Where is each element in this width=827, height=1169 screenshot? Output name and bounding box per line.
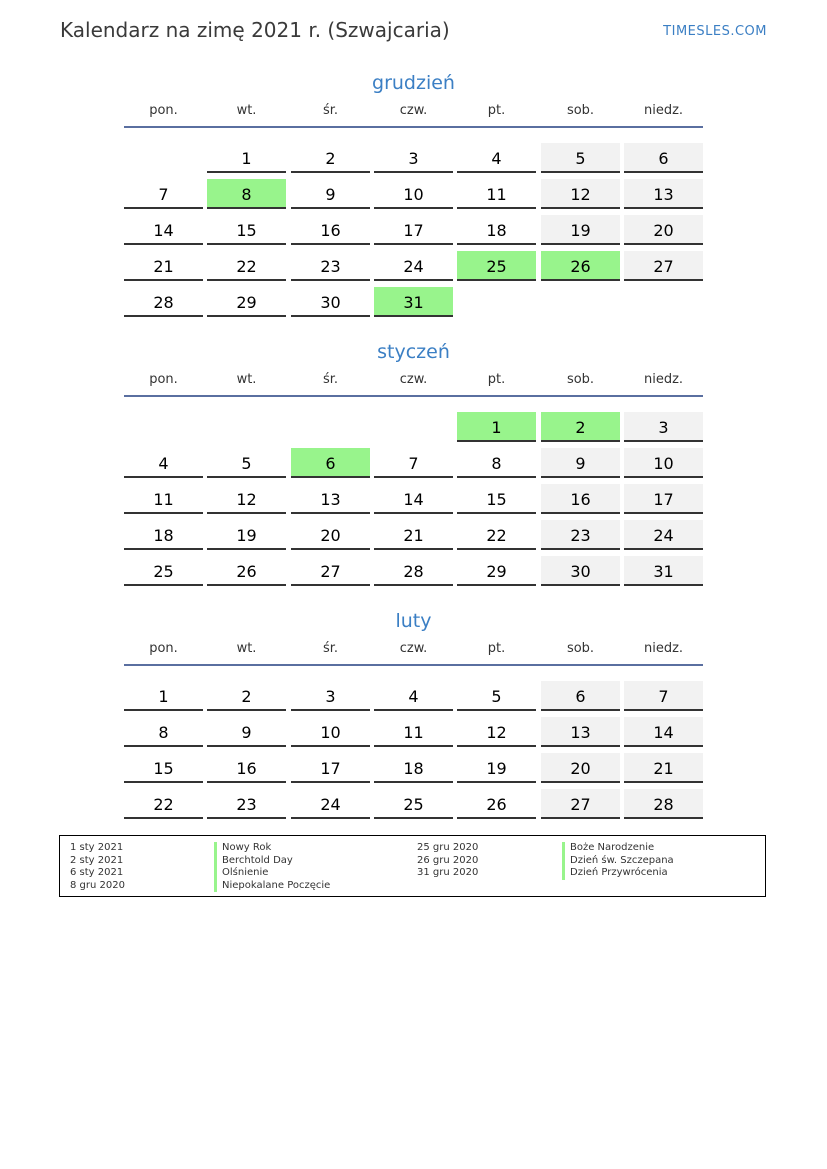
day-cell: 21 [124, 251, 203, 281]
legend-holiday-date: 26 gru 2020 [417, 854, 479, 866]
day-cell: 11 [457, 179, 536, 209]
header-divider [124, 126, 703, 128]
day-cell: 23 [207, 789, 286, 819]
day-cell: 9 [541, 448, 620, 478]
weekday-label: sob. [566, 103, 595, 118]
legend-right-dates [417, 842, 478, 880]
day-cell: 13 [291, 484, 370, 514]
day-cell: 12 [207, 484, 286, 514]
day-cell: 7 [624, 681, 703, 711]
day-cell: 2 [207, 681, 286, 711]
day-cell: 19 [541, 215, 620, 245]
day-cell: 11 [374, 717, 453, 747]
weekday-label: czw. [399, 103, 428, 118]
day-cell: 9 [291, 179, 370, 209]
weekday-label: niedz. [643, 641, 684, 656]
legend-left-names [214, 842, 330, 892]
legend-holiday-name: Boże Narodzenie [562, 842, 674, 855]
weekday-label: wt. [236, 641, 257, 656]
legend-left-dates [70, 842, 125, 892]
day-cell: 14 [124, 215, 203, 245]
day-cell: 2 [291, 143, 370, 173]
legend-holiday-name: Niepokalane Poczęcie [214, 880, 330, 893]
legend-holiday-date: 25 gru 2020 [417, 842, 479, 853]
day-cell: 9 [207, 717, 286, 747]
day-cell: 27 [624, 251, 703, 281]
weekday-label: wt. [236, 372, 257, 387]
weekday-label: niedz. [643, 372, 684, 387]
holiday-day-cell: 6 [291, 448, 370, 478]
day-cell: 24 [291, 789, 370, 819]
day-cell: 16 [291, 215, 370, 245]
holiday-legend [59, 835, 766, 897]
day-cell: 13 [541, 717, 620, 747]
day-cell: 23 [291, 251, 370, 281]
day-cell: 31 [624, 556, 703, 586]
day-cell: 15 [207, 215, 286, 245]
day-cell: 18 [124, 520, 203, 550]
day-cell: 21 [374, 520, 453, 550]
weekday-label: czw. [399, 641, 428, 656]
weekday-header-row [124, 640, 703, 658]
day-cell: 28 [124, 287, 203, 317]
day-cell: 18 [457, 215, 536, 245]
day-cell: 6 [541, 681, 620, 711]
day-cell: 17 [374, 215, 453, 245]
weekday-label: sob. [566, 641, 595, 656]
legend-holiday-name: Dzień Przywrócenia [562, 867, 674, 880]
legend-holiday-name: Olśnienie [214, 867, 330, 880]
day-cell: 7 [374, 448, 453, 478]
day-cell: 30 [291, 287, 370, 317]
legend-holiday-date: 1 sty 2021 [70, 842, 124, 853]
month-name: styczeń [377, 341, 450, 363]
day-cell: 26 [207, 556, 286, 586]
weekday-label: pt. [487, 641, 506, 656]
day-cell: 3 [624, 412, 703, 442]
day-cell: 30 [541, 556, 620, 586]
day-cell: 10 [374, 179, 453, 209]
day-cell: 4 [124, 448, 203, 478]
day-cell: 4 [374, 681, 453, 711]
day-cell: 12 [457, 717, 536, 747]
weekday-label: śr. [322, 372, 339, 387]
day-cell: 21 [624, 753, 703, 783]
holiday-day-cell: 31 [374, 287, 453, 317]
day-cell: 25 [374, 789, 453, 819]
day-cell: 7 [124, 179, 203, 209]
holiday-day-cell: 2 [541, 412, 620, 442]
day-cell: 25 [124, 556, 203, 586]
day-cell: 14 [624, 717, 703, 747]
weekday-header-row [124, 102, 703, 120]
day-cell: 20 [624, 215, 703, 245]
day-cell: 16 [541, 484, 620, 514]
weekday-label: wt. [236, 103, 257, 118]
legend-holiday-name: Dzień św. Szczepana [562, 855, 674, 868]
day-cell: 19 [207, 520, 286, 550]
day-cell: 10 [291, 717, 370, 747]
day-cell: 15 [124, 753, 203, 783]
month-name: grudzień [372, 72, 455, 94]
day-cell: 12 [541, 179, 620, 209]
day-cell: 19 [457, 753, 536, 783]
day-cell: 13 [624, 179, 703, 209]
day-cell: 22 [207, 251, 286, 281]
day-cell: 11 [124, 484, 203, 514]
weekday-label: pon. [149, 103, 178, 118]
day-cell: 18 [374, 753, 453, 783]
weekday-label: pon. [149, 372, 178, 387]
day-cell: 26 [457, 789, 536, 819]
weekday-label: pon. [149, 641, 178, 656]
holiday-day-cell: 26 [541, 251, 620, 281]
day-cell: 3 [374, 143, 453, 173]
weekday-label: śr. [322, 103, 339, 118]
day-cell: 24 [624, 520, 703, 550]
legend-holiday-date: 31 gru 2020 [417, 867, 479, 878]
day-cell: 20 [291, 520, 370, 550]
day-cell: 22 [457, 520, 536, 550]
legend-holiday-name: Nowy Rok [214, 842, 330, 855]
legend-holiday-name: Berchtold Day [214, 855, 330, 868]
weekday-label: sob. [566, 372, 595, 387]
day-cell: 27 [541, 789, 620, 819]
day-cell: 29 [207, 287, 286, 317]
weekday-label: pt. [487, 103, 506, 118]
holiday-day-cell: 1 [457, 412, 536, 442]
legend-right-names [562, 842, 674, 880]
weekday-label: śr. [322, 641, 339, 656]
header-divider [124, 395, 703, 397]
holiday-day-cell: 8 [207, 179, 286, 209]
day-cell: 1 [124, 681, 203, 711]
day-cell: 28 [624, 789, 703, 819]
day-cell: 20 [541, 753, 620, 783]
header-divider [124, 664, 703, 666]
legend-holiday-date: 8 gru 2020 [70, 879, 125, 891]
day-cell: 6 [624, 143, 703, 173]
day-cell: 5 [207, 448, 286, 478]
day-cell: 28 [374, 556, 453, 586]
day-cell: 15 [457, 484, 536, 514]
day-cell: 3 [291, 681, 370, 711]
day-cell: 16 [207, 753, 286, 783]
weekday-label: niedz. [643, 103, 684, 118]
day-cell: 1 [207, 143, 286, 173]
weekday-label: pt. [487, 372, 506, 387]
day-cell: 8 [124, 717, 203, 747]
legend-holiday-date: 2 sty 2021 [70, 854, 124, 866]
day-cell: 5 [457, 681, 536, 711]
month-name: luty [395, 610, 432, 632]
day-cell: 8 [457, 448, 536, 478]
weekday-label: czw. [399, 372, 428, 387]
day-cell: 10 [624, 448, 703, 478]
day-cell: 14 [374, 484, 453, 514]
legend-holiday-date: 6 sty 2021 [70, 867, 124, 878]
day-cell: 5 [541, 143, 620, 173]
day-cell: 17 [291, 753, 370, 783]
day-cell: 29 [457, 556, 536, 586]
day-cell: 27 [291, 556, 370, 586]
day-cell: 24 [374, 251, 453, 281]
day-cell: 17 [624, 484, 703, 514]
page-title: Kalendarz na zimę 2021 r. (Szwajcaria) [60, 18, 450, 42]
day-cell: 23 [541, 520, 620, 550]
day-cell: 22 [124, 789, 203, 819]
day-cell: 4 [457, 143, 536, 173]
holiday-day-cell: 25 [457, 251, 536, 281]
brand-link[interactable]: TIMESLES.COM [663, 24, 767, 39]
weekday-header-row [124, 371, 703, 389]
